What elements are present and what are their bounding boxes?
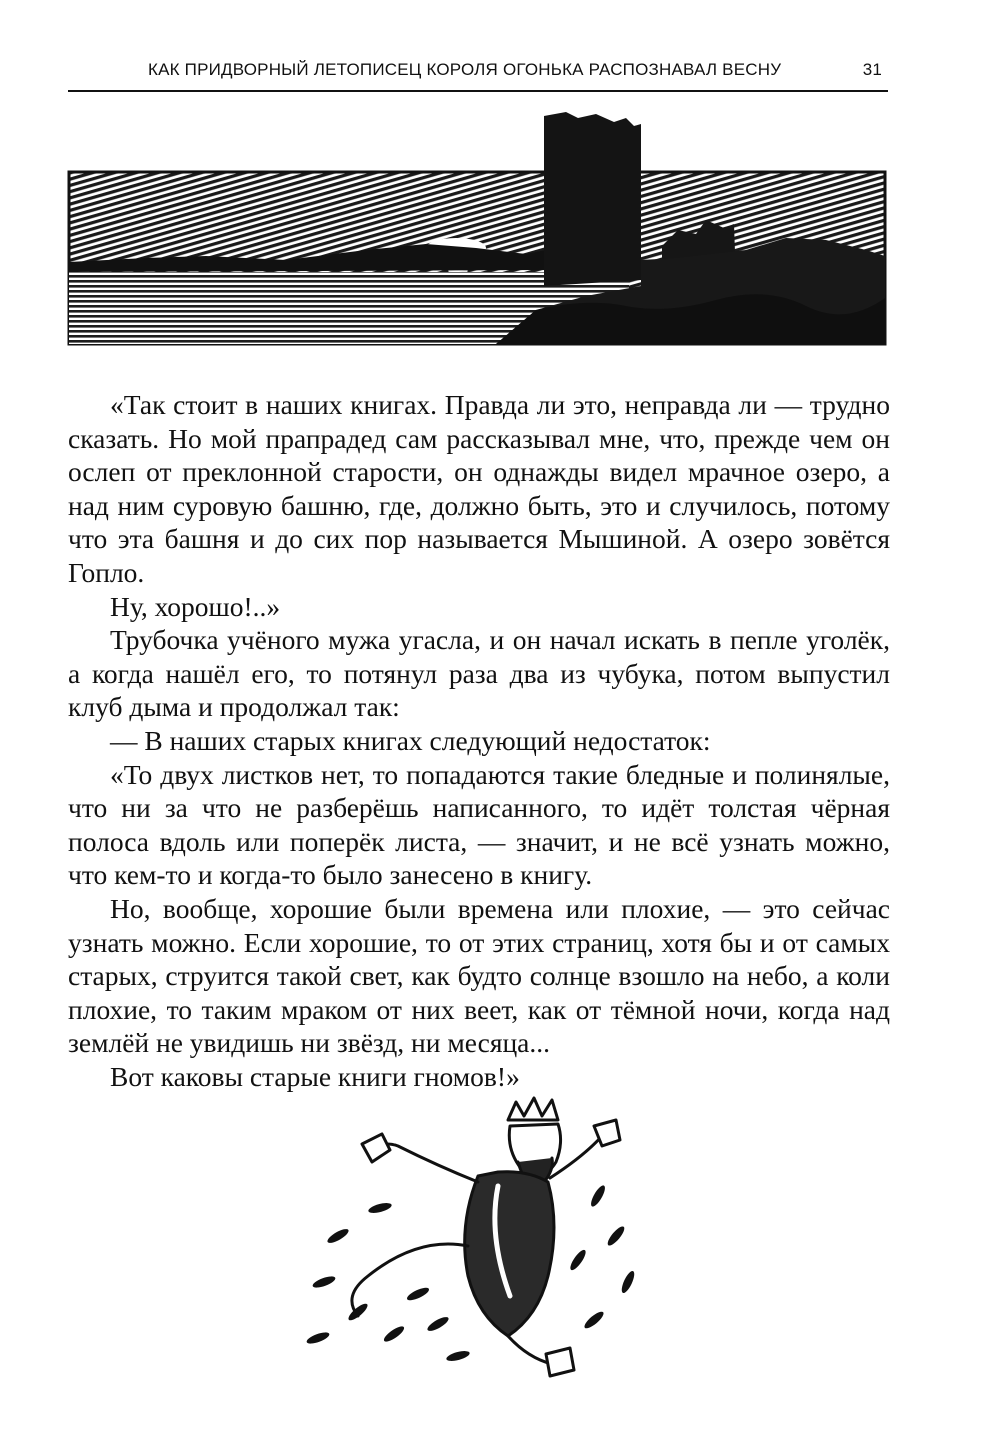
- paragraph: Но, вообще, хорошие были времена или плохие, — это сейчас узнать можно. Если хорошие, то от этих страниц, хотя бы и от самых старых, струится такой свет, как будто солнце взошло на небо, а коли плохие, то таким мраком от них веет, как от тёмной ночи, когда над землёй не увидишь ни звёзд, ни месяца...: [68, 892, 890, 1059]
- landscape-engraving: [66, 110, 888, 352]
- paragraph: «То двух листков нет, то попадаются такие бледные и полинялые, что ни за что не разберёшь написанного, то идёт толстая чёрная полоса вдоль или поперёк листа, — значит, и не всё узнать можно, что кем-то и когда-то было занесено в книгу.: [68, 758, 890, 891]
- paragraph: Ну, хорошо!..»: [110, 590, 281, 622]
- body-text: [68, 388, 890, 1093]
- page-number: 31: [862, 60, 882, 79]
- paragraph: «Так стоит в наших книгах. Правда ли это, неправда ли — трудно сказать. Но мой прапрадед сам рассказывал мне, что, прежде чем он ослеп от преклонной старости, он однажды видел мрачное озеро, а над ним суровую башню, где, должно быть, это и случилось, потому что эта башня и до сих пор называется Мышиной. А озеро зовётся Гопло.: [68, 389, 890, 588]
- king-with-mice-engraving: [298, 1086, 670, 1386]
- running-title: КАК ПРИДВОРНЫЙ ЛЕТОПИСЕЦ КОРОЛЯ ОГОНЬКА РАСПОЗНАВАЛ ВЕСНУ: [148, 60, 782, 79]
- paragraph: Вот каковы старые книги гномов!»: [110, 1060, 520, 1092]
- running-header: [68, 56, 888, 92]
- paragraph: — В наших старых книгах следующий недостаток:: [110, 724, 711, 756]
- paragraph: Трубочка учёного мужа угасла, и он начал искать в пепле уголёк, а когда нашёл его, то потянул раза два из чубука, потом выпустил клуб дыма и продолжал так:: [68, 624, 890, 723]
